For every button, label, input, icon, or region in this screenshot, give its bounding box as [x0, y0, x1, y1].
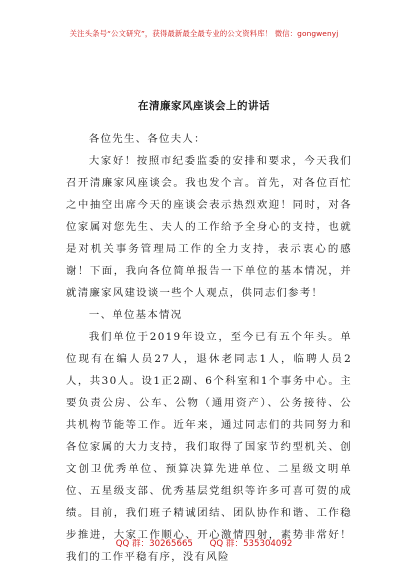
- salutation: 各位先生、各位夫人：: [88, 133, 206, 145]
- footer-contact: [0, 537, 408, 549]
- promo-banner: 关注头条号“公文研究”，获得最新最全最专业的公文资料库！ 微信：gongwenyj: [69, 29, 339, 38]
- paragraph-opening: 大家好！按照市纪委监委的安排和要求，今天我们召开清廉家风座谈会。我也发个言。首先，对各位百忙之中抽空出席今天的座谈会表示热烈欢迎！同时，对各位家属对您先生、夫人的工作给予全身心的支持，也就是对机关事务管理局工作的全力支持，表示衷心的感谢！下面，我向各位简单报告一下单位的基本情况，并就清廉家风建设谈一些个人观点，供同志们参考！: [66, 155, 352, 299]
- qq-group-1: QQ 群：30265665: [115, 539, 193, 549]
- document-title: 在清廉家风座谈会上的讲话: [138, 100, 270, 112]
- paragraph-unit-info: 我们单位于2019年设立，至今已有五个年头。单位现有在编人员27人，退休老同志1人，临聘人员2人，共30人。设1正2副、6个科室和1个事务中心。主要负责公房、公车、公物（通用资产）、公务接待、公共机构节能等工作。近年来，通过同志们的共同努力和各位家属的大力支持，我们取得了国家节约型机关、创文创卫优秀单位、预算决算先进单位、二星级文明单位、五星级支部、优秀基层党组织等许多可喜可贺的成绩。目前，我们班子精诚团结、团队协作和谐、工作稳步推进，大家工作顺心、开心激情四射，素势非常好！我们的工作平稳有序，没有风险: [66, 331, 352, 563]
- document-body: [66, 118, 352, 568]
- section-heading: 一、单位基本情况: [88, 309, 183, 321]
- qq-group-2: QQ 群：535304092: [209, 539, 293, 549]
